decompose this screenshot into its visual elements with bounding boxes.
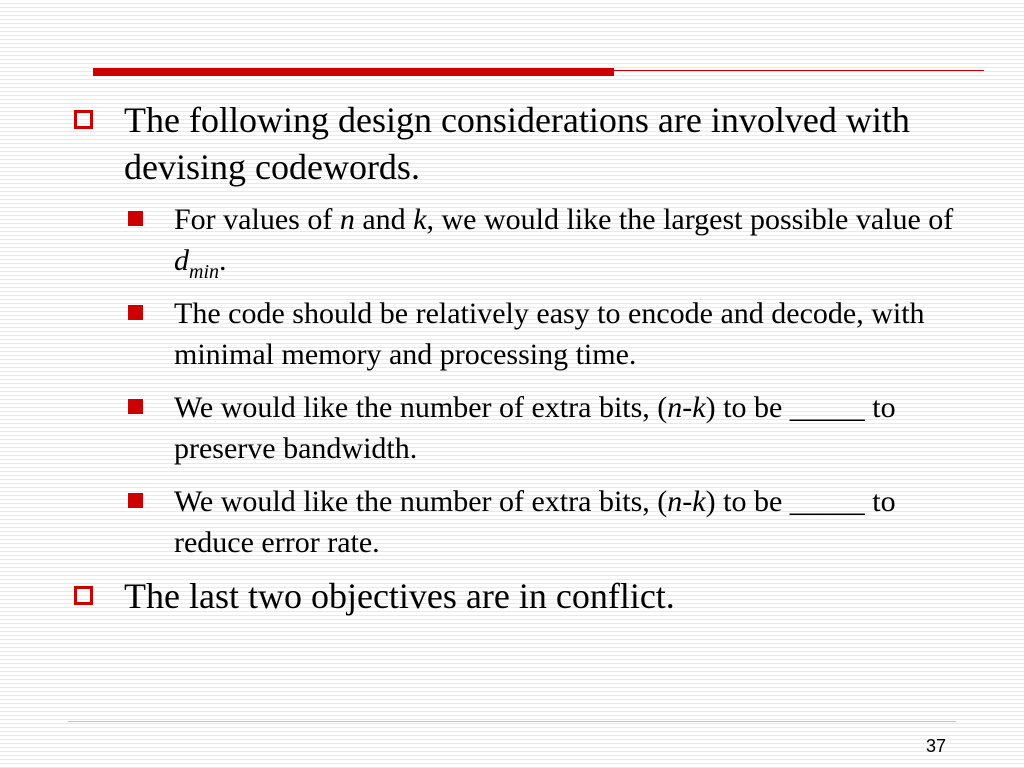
title-underline-thin <box>614 70 984 71</box>
sub-bullet-error-rate <box>70 481 960 563</box>
filled-square-bullet-icon <box>128 493 143 508</box>
slide-body <box>70 97 960 628</box>
bullet-design-considerations <box>70 97 960 191</box>
filled-square-bullet-icon <box>128 399 143 414</box>
bullet-conflict <box>70 573 960 620</box>
sub-bullet-encode-decode <box>70 293 960 375</box>
title-underline-thick <box>93 68 614 76</box>
sub-bullet-text: For values of n and k, we would like the largest possible value of $d_{min}$. <box>174 203 954 283</box>
sub-bullet-text: We would like the number of extra bits, (n-k) to be _____ to preserve bandwidth. <box>174 391 896 465</box>
hollow-square-bullet-icon <box>74 110 93 129</box>
filled-square-bullet-icon <box>128 305 143 320</box>
sub-bullet-text: We would like the number of extra bits, (n-k) to be _____ to reduce error rate. <box>174 485 896 559</box>
sub-bullet-text: The code should be relatively easy to encode and decode, with minimal memory and processing time. <box>174 297 925 371</box>
hollow-square-bullet-icon <box>74 586 93 605</box>
filled-square-bullet-icon <box>128 211 143 226</box>
page-number: 37 <box>925 736 946 756</box>
bullet-text: The following design considerations are involved with devising codewords. <box>124 100 910 187</box>
sub-bullet-dmin <box>70 199 960 281</box>
bullet-text: The last two objectives are in conflict. <box>124 576 675 616</box>
sub-bullet-bandwidth <box>70 387 960 469</box>
footer-divider <box>68 721 956 722</box>
